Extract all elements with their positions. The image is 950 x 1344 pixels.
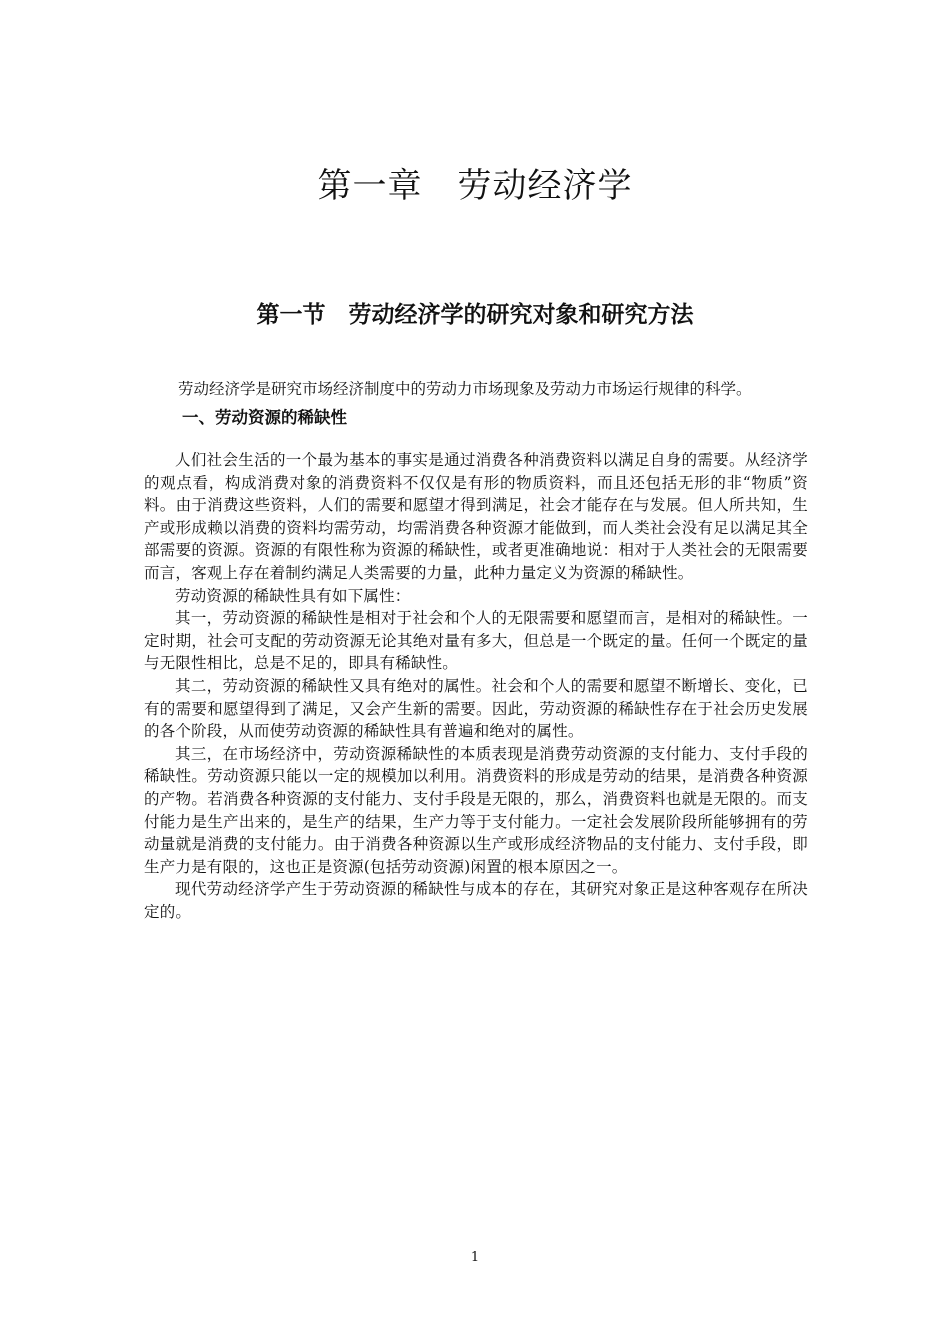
body-paragraph: 人们社会生活的一个最为基本的事实是通过消费各种消费资料以满足自身的需要。从经济学的观点看，构成消费对象的消费资料不仅仅是有形的物质资料，而且还包括无形的非“物质”资料。由于消费这些资料，人们的需要和愿望才得到满足，社会才能存在与发展。但人所共知，生产或形成赖以消费的资料均需劳动，均需消费各种资源才能做到，而人类社会没有足以满足其全部需要的资源。资源的有限性称为资源的稀缺性，或者更准确地说：相对于人类社会的无限需要而言，客观上存在着制约满足人类需要的力量，此种力量定义为资源的稀缺性。 [144,451,808,582]
page-number: 1 [470,1250,480,1265]
body-paragraph: 现代劳动经济学产生于劳动资源的稀缺性与成本的存在，其研究对象正是这种客观存在所决定的。 [144,880,808,921]
body-paragraph: 劳动资源的稀缺性具有如下属性： [175,586,411,605]
section-title: 第一节 劳动经济学的研究对象和研究方法 [256,302,694,328]
body-paragraph: 其二，劳动资源的稀缺性又具有绝对的属性。社会和个人的需要和愿望不断增长、变化，已有的需要和愿望得到了满足，又会产生新的需要。因此，劳动资源的稀缺性存在于社会历史发展的各个阶段，从而使劳动资源的稀缺性具有普遍和绝对的属性。 [144,676,808,741]
body-paragraph: 其一，劳动资源的稀缺性是相对于社会和个人的无限需要和愿望而言，是相对的稀缺性。一定时期，社会可支配的劳动资源无论其绝对量有多大，但总是一个既定的量。任何一个既定的量与无限性相比，总是不足的，即具有稀缺性。 [144,609,808,673]
intro-paragraph: 劳动经济学是研究市场经济制度中的劳动力市场现象及劳动力市场运行规律的科学。 [178,380,752,398]
chapter-title: 第一章 劳动经济学 [317,166,633,206]
subsection-title: 一、劳动资源的稀缺性 [182,408,347,427]
body-text [144,449,808,923]
body-paragraph: 其三，在市场经济中，劳动资源稀缺性的本质表现是消费劳动资源的支付能力、支付手段的稀缺性。劳动资源只能以一定的规模加以利用。消费资料的形成是劳动的结果，是消费各种资源的产物。若消费各种资源的支付能力、支付手段是无限的，那么，消费资料也就是无限的。而支付能力是生产出来的，是生产的结果，生产力等于支付能力。一定社会发展阶段所能够拥有的劳动量就是消费的支付能力。由于消费各种资源以生产或形成经济物品的支付能力、支付手段，即生产力是有限的，这也正是资源(包括劳动资源)闲置的根本原因之一。 [144,744,808,876]
